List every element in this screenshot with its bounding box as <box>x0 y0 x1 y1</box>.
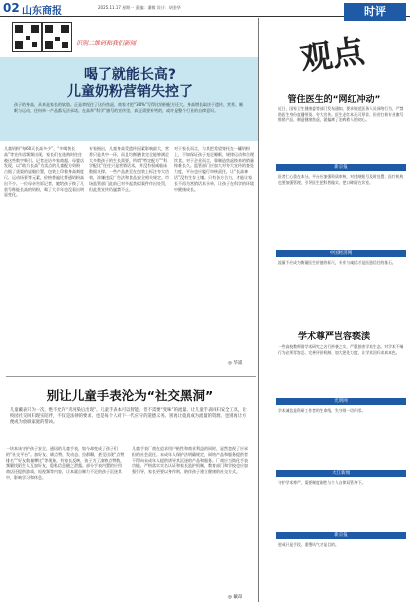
sidebar-section-label: 大江新闻 <box>276 470 406 477</box>
paper-name: 山东商报 <box>22 6 62 17</box>
sidebar-bottom-text: 一些高校教师借学术研究之名行抄袭之实，严重损害学术生态。对学术不端行为必须零容忍，完善评价机制、加大惩处力度，让学术回归求真本色。 <box>278 344 404 355</box>
lead-column-1: 儿童奶粉“每60天长高多少”、“多喝快长高”等宣传语频频出现，家长们在选购时往往被这些数字吸引。记者走访多家商超、母婴店发现，以“助力长高”为卖点的儿童配方奶粉占据了货架的显眼位置，包装上印着身高刻度尺、运动场景等元素，价格普遍比普通奶粉高出不少。一位母亲告诉记者，她给孩子换了几款号称能长高的奶粉，喝了大半年也没看出明显变化。 <box>4 146 84 198</box>
second-title: 别让儿童手表沦为“社交黑洞” <box>46 388 214 403</box>
sidebar-section-label: 新京报 <box>276 532 406 539</box>
promo-slogan: 识别二维码和我们新闻 <box>76 40 137 47</box>
second-column-1: 一块本该守护孩子安全、通讯的儿童手表，如今却变成了孩子们的“社交平台”。加好友、刷点赞、发动态、拉群聊，甚至出现“点赞排名”“好友数量攀比”等现象。有家长反映，孩子为了凑够点赞数，频繁找陌生人互加好友，隐私信息随之泄露。部分手表内置的应用商店还提供游戏、短视频等内容，让本就自制力不足的孩子沉迷其中，影响学习和休息。 <box>6 446 125 480</box>
lead-title-line2: 儿童奶粉营销失控了 <box>67 84 193 100</box>
second-dek: 儿童戴表只为一次，绝不允许“夹河染后出现”。儿童手表本可以智能，但不需要“变味”的流量。让儿童手表回归安全工具，让校园社交回归现实陪伴，不仅是法律的要求，也是每个人对下一代应守的道德义务。别再让童真成为流量的资源，也别再让方便成为放纵家庭的帮凶。 <box>10 408 247 425</box>
sidebar-top-text: 近日，国家卫生健康委等部门发布通知，要求规范医务人员网络行为，严禁借医生身份直播带货、夸大宣传。医生走红本无可厚非，但若打着专业旗号推销产品、制造健康焦虑，就偏离了治病救人的初心。 <box>278 106 404 122</box>
sidebar-top-title: 管住医生的“网红冲动” <box>287 95 381 105</box>
sidebar-section-label: 新京报 <box>276 164 406 171</box>
sidebar-section-text: 惩戒只是手段，重塑风气才是目的。 <box>278 542 339 547</box>
column-tag: 时评 <box>344 3 406 21</box>
lead-column-3: 对于家长而言，与其把希望寄托在一罐奶粉上，不如保证孩子充足睡眠、规律运动和合理饮食。对于企业而言，靠制造焦虑换来的销量终难长久。监管部门应加大对夸大宣传的查处力度，平台也应履行审核责任，让“长高神话”没有生存土壤。只有各方合力，才能让家长不再为营销话术买单，让孩子在科学的环境中健康成长。 <box>174 146 254 192</box>
sidebar-bottom-title: 学术尊严岂容亵渎 <box>297 332 370 342</box>
divider <box>6 376 256 377</box>
qr-code-icon <box>12 22 42 52</box>
sidebar-section-text: 守护学术尊严，需要制度刚性与个人自律双管齐下。 <box>278 480 366 485</box>
second-column-2: 儿童手表厂商在追求用户粘性和商业利益的同时，显然忽视了应承担的社会责任。未成年人保护法明确规定，网络产品和服务提供者不得向未成年人提供诱导其沉迷的产品和服务。厂商应当简化手表功能，严格落实实名认证和家长监护机制，教育部门和学校也应加强引导，家长更要以身作则，陪伴孩子建立健康的社交方式。 <box>132 446 248 475</box>
sidebar-brand-word: 观点 <box>297 31 367 79</box>
lead-title-line1: 喝了就能长高? <box>83 67 177 83</box>
page-number: 02 <box>3 1 20 15</box>
sidebar-section-text: 流量不应成为衡量医生价值的标尺，专业与诚信才是医患信任的基石。 <box>278 260 396 265</box>
date-line: 2025.11.17 星期一 责编：潘敏 设计：胡金华 <box>98 5 181 10</box>
lead-dek: 孩子的身高，从来是家长的软肋。正是拿捏住了这份焦虑，商家才把“30%”写得比奶粉配方还大。身高增长取决于遗传、营养、睡眠与运动，任何单一产品都无法承诺。在高举“科学”旗号的宣传里，真正需要补钙的，或许是整个行业的自律意识。 <box>14 102 244 113</box>
sidebar-section-text: 医者仁心重在本分。平台应加强资质审核，对违规账号及时处置；医疗机构也要加强管理，引导医生把科普做实、把口碑留在诊室。 <box>278 174 404 185</box>
sidebar-section-text: 学术诚信是科研工作者的生命线，失守则一切归零。 <box>278 408 366 413</box>
lead-column-2: 专家指出，儿童身高受遗传因素影响最大，营养只是其中一环，而且均衡膳食完全能够满足大多数孩子的生长需要。所谓“特定配方”“科学配比”往往只是营销话术，并没有权威临床数据支撑。一些产品甚至在包装上标注夸大功效，涉嫌违反广告法和食品安全相关规定。市场监管部门此前已对多起类似案件作出处罚，但此类宣传仍屡禁不止。 <box>89 146 169 192</box>
sidebar-section-label: 光明网 <box>276 398 406 405</box>
sidebar-section-label: 中国经济网 <box>276 250 406 257</box>
column-divider <box>258 18 259 602</box>
qr-code-icon <box>42 22 72 52</box>
lead-signature: ◎ 华浦 <box>228 361 243 366</box>
second-signature: ◎ 戴昂 <box>228 595 243 600</box>
